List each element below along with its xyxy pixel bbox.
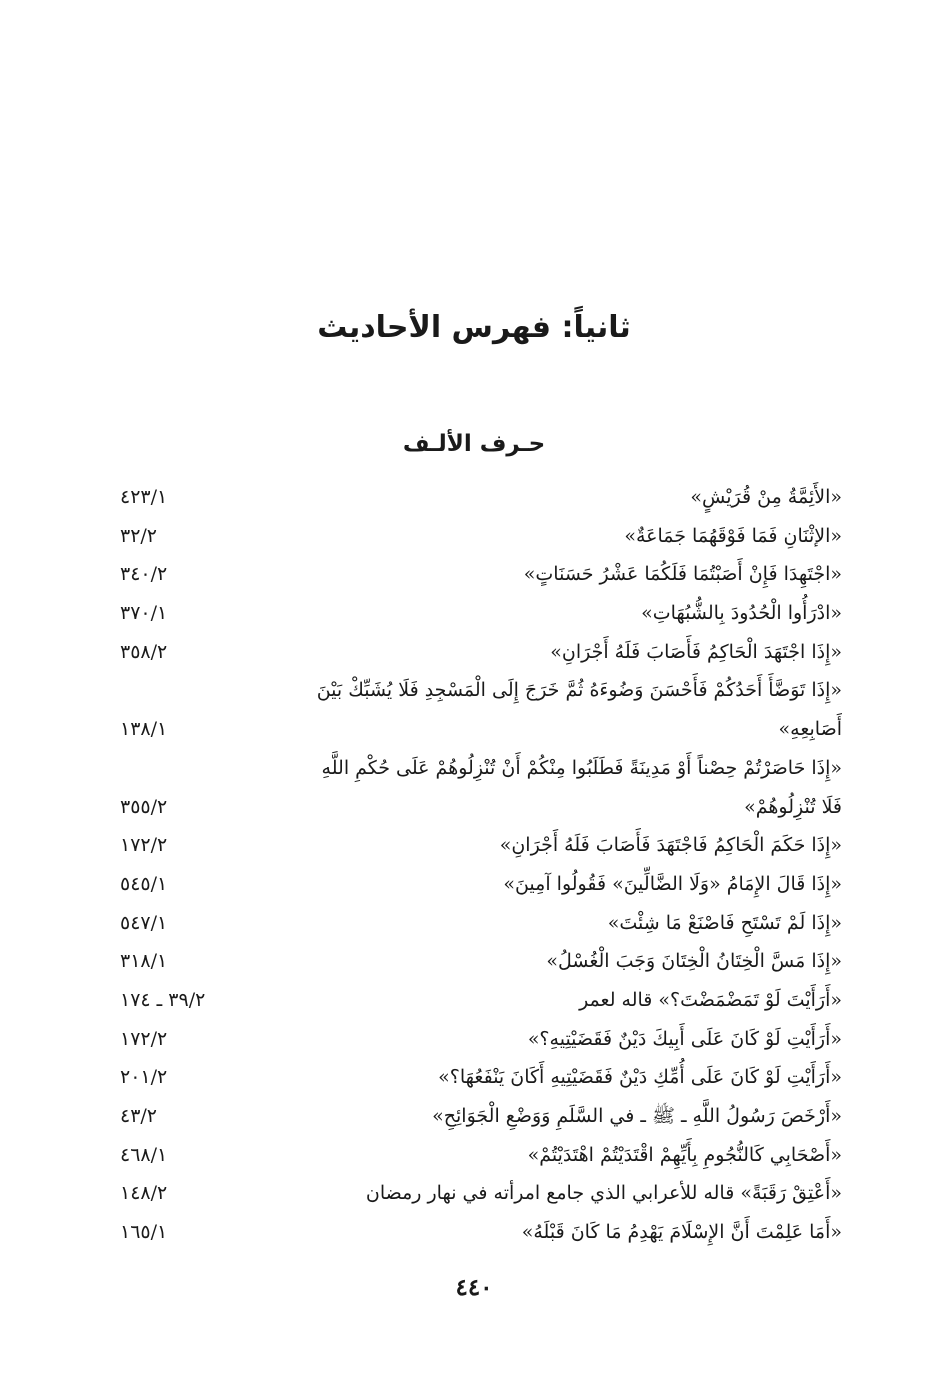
- page-reference: ١٦٥/١: [120, 1221, 168, 1244]
- page-reference: ١٣٨/١: [120, 718, 168, 741]
- index-entry: [120, 1213, 842, 1252]
- hadith-index-list: [120, 478, 842, 1252]
- hadith-text: «إِذَا قَالَ الإِمَامُ «وَلَا الضَّالِّينَ» فَقُولُوا آمِينَ»: [503, 872, 842, 895]
- page-reference: ٥٤٧/١: [120, 911, 168, 934]
- index-entry: [120, 1097, 842, 1136]
- page-reference: ٥٤٥/١: [120, 872, 168, 895]
- index-entry: [120, 478, 842, 517]
- hadith-text: «اجْتَهِدَا فَإِنْ أَصَبْتُمَا فَلَكُمَا عَشْرُ حَسَنَاتٍ»: [523, 563, 842, 586]
- hadith-text: «أَرَأَيْتِ لَوْ كَانَ عَلَى أُمِّكِ دَيْنٌ فَقَضَيْتِيهِ أَكَانَ يَنْفَعُهَا؟»: [438, 1066, 842, 1089]
- page-reference: ٣١٨/١: [120, 950, 168, 973]
- page-reference: ٤٣/٢: [120, 1105, 158, 1127]
- page-number: ٤٤٠: [455, 1274, 493, 1301]
- hadith-text: «أَمَا عَلِمْتَ أَنَّ الإِسْلَامَ يَهْدِمُ مَا كَانَ قَبْلَهُ»: [521, 1221, 842, 1244]
- hadith-text: «ادْرَأُوا الْحُدُودَ بِالشُّبُهَاتِ»: [641, 602, 842, 625]
- hadith-text: «أَصْحَابِي كَالنُّجُومِ بِأَيِّهِمْ اقْتَدَيْتُمْ اهْتَدَيْتُمْ»: [527, 1143, 842, 1166]
- hadith-text: «إِذَا حَكَمَ الْحَاكِمُ فَاجْتَهَدَ فَأَصَابَ فَلَهُ أَجْرَانِ»: [499, 834, 842, 857]
- hadith-text: «إِذَا اجْتَهَدَ الْحَاكِمُ فَأَصَابَ فَلَهُ أَجْرَانِ»: [550, 640, 842, 663]
- index-entry: [120, 594, 842, 633]
- page-reference: ٤٦٨/١: [120, 1143, 168, 1166]
- page-reference: ٣٢/٢: [120, 524, 158, 547]
- page-reference: ١٧٢/٢: [120, 834, 168, 857]
- hadith-text: «الأَئِمَّةُ مِنْ قُرَيْشٍ»: [690, 486, 842, 508]
- page-reference: ٢٠١/٢: [120, 1066, 168, 1089]
- index-entry: [120, 904, 842, 943]
- page-reference: ٤٢٣/١: [120, 486, 168, 508]
- index-entry: [120, 749, 842, 788]
- index-entry: [120, 1174, 842, 1213]
- page-reference: ١٧٢/٢: [120, 1027, 168, 1050]
- index-entry: [120, 788, 842, 827]
- page-reference: ٣٧٠/١: [120, 602, 168, 625]
- index-entry: [120, 671, 842, 710]
- index-entry: [120, 1058, 842, 1097]
- hadith-text: «أَعْتِقْ رَقَبَةً» قاله للأعرابي الذي جامع امرأته في نهار رمضان: [365, 1182, 842, 1205]
- index-entry: [120, 865, 842, 904]
- page-reference: ١٤٨/٢: [120, 1182, 168, 1205]
- page-reference: ٣٩/٢ ـ ١٧٤: [120, 988, 206, 1011]
- hadith-text: «إِذَا تَوَضَّأَ أَحَدُكُمْ فَأَحْسَنَ وَضُوءَهُ ثُمَّ خَرَجَ إِلَى الْمَسْجِدِ فَلَا يُشَبِّكْ بَيْنَ: [316, 679, 842, 702]
- hadith-text: «إِذَا لَمْ تَسْتَحِ فَاصْنَعْ مَا شِئْتَ»: [607, 911, 842, 934]
- page-reference: ٣٥٨/٢: [120, 640, 168, 663]
- hadith-text: فَلَا تُنْزِلُوهُمْ»: [744, 795, 842, 818]
- index-entry: [120, 710, 842, 749]
- hadith-text: «إِذَا حَاصَرْتُمْ حِصْناً أَوْ مَدِينَةً فَطَلَبُوا مِنْكُمْ أَنْ تُنْزِلُوهُمْ عَلَى حُكْمِ اللَّهِ: [321, 756, 842, 779]
- index-entry: [120, 942, 842, 981]
- index-entry: [120, 826, 842, 865]
- index-heading: ثانياً: فهرس الأحاديث: [317, 310, 631, 345]
- index-entry: [120, 555, 842, 594]
- hadith-text: «الإثْنَانِ فَمَا فَوْقَهُمَا جَمَاعَةٌ»: [624, 524, 842, 547]
- index-entry: [120, 517, 842, 556]
- section-heading: حـرف الألـف: [402, 431, 546, 457]
- index-entry: [120, 633, 842, 672]
- page-reference: ٣٥٥/٢: [120, 795, 168, 818]
- hadith-text: «إِذَا مَسَّ الْخِتَانُ الْخِتَانَ وَجَبَ الْغُسْلُ»: [546, 950, 842, 973]
- index-entry: [120, 1020, 842, 1059]
- hadith-text: «أَرَأَيْتَ لَوْ تَمَضْمَضْتَ؟» قاله لعمر: [579, 988, 842, 1011]
- index-entry: [120, 1136, 842, 1175]
- hadith-text: أَصَابِعِهِ»: [778, 718, 842, 741]
- page-reference: ٣٤٠/٢: [120, 563, 168, 586]
- hadith-text: «أَرْخَصَ رَسُولُ اللَّهِ ـ ﷺ ـ في السَّلَمِ وَوَضْعِ الْجَوَائِحِ»: [432, 1105, 842, 1127]
- index-entry: [120, 981, 842, 1020]
- hadith-text: «أَرَأَيْتِ لَوْ كَانَ عَلَى أَبِيكَ دَيْنٌ فَقَضَيْتِيهِ؟»: [527, 1027, 842, 1050]
